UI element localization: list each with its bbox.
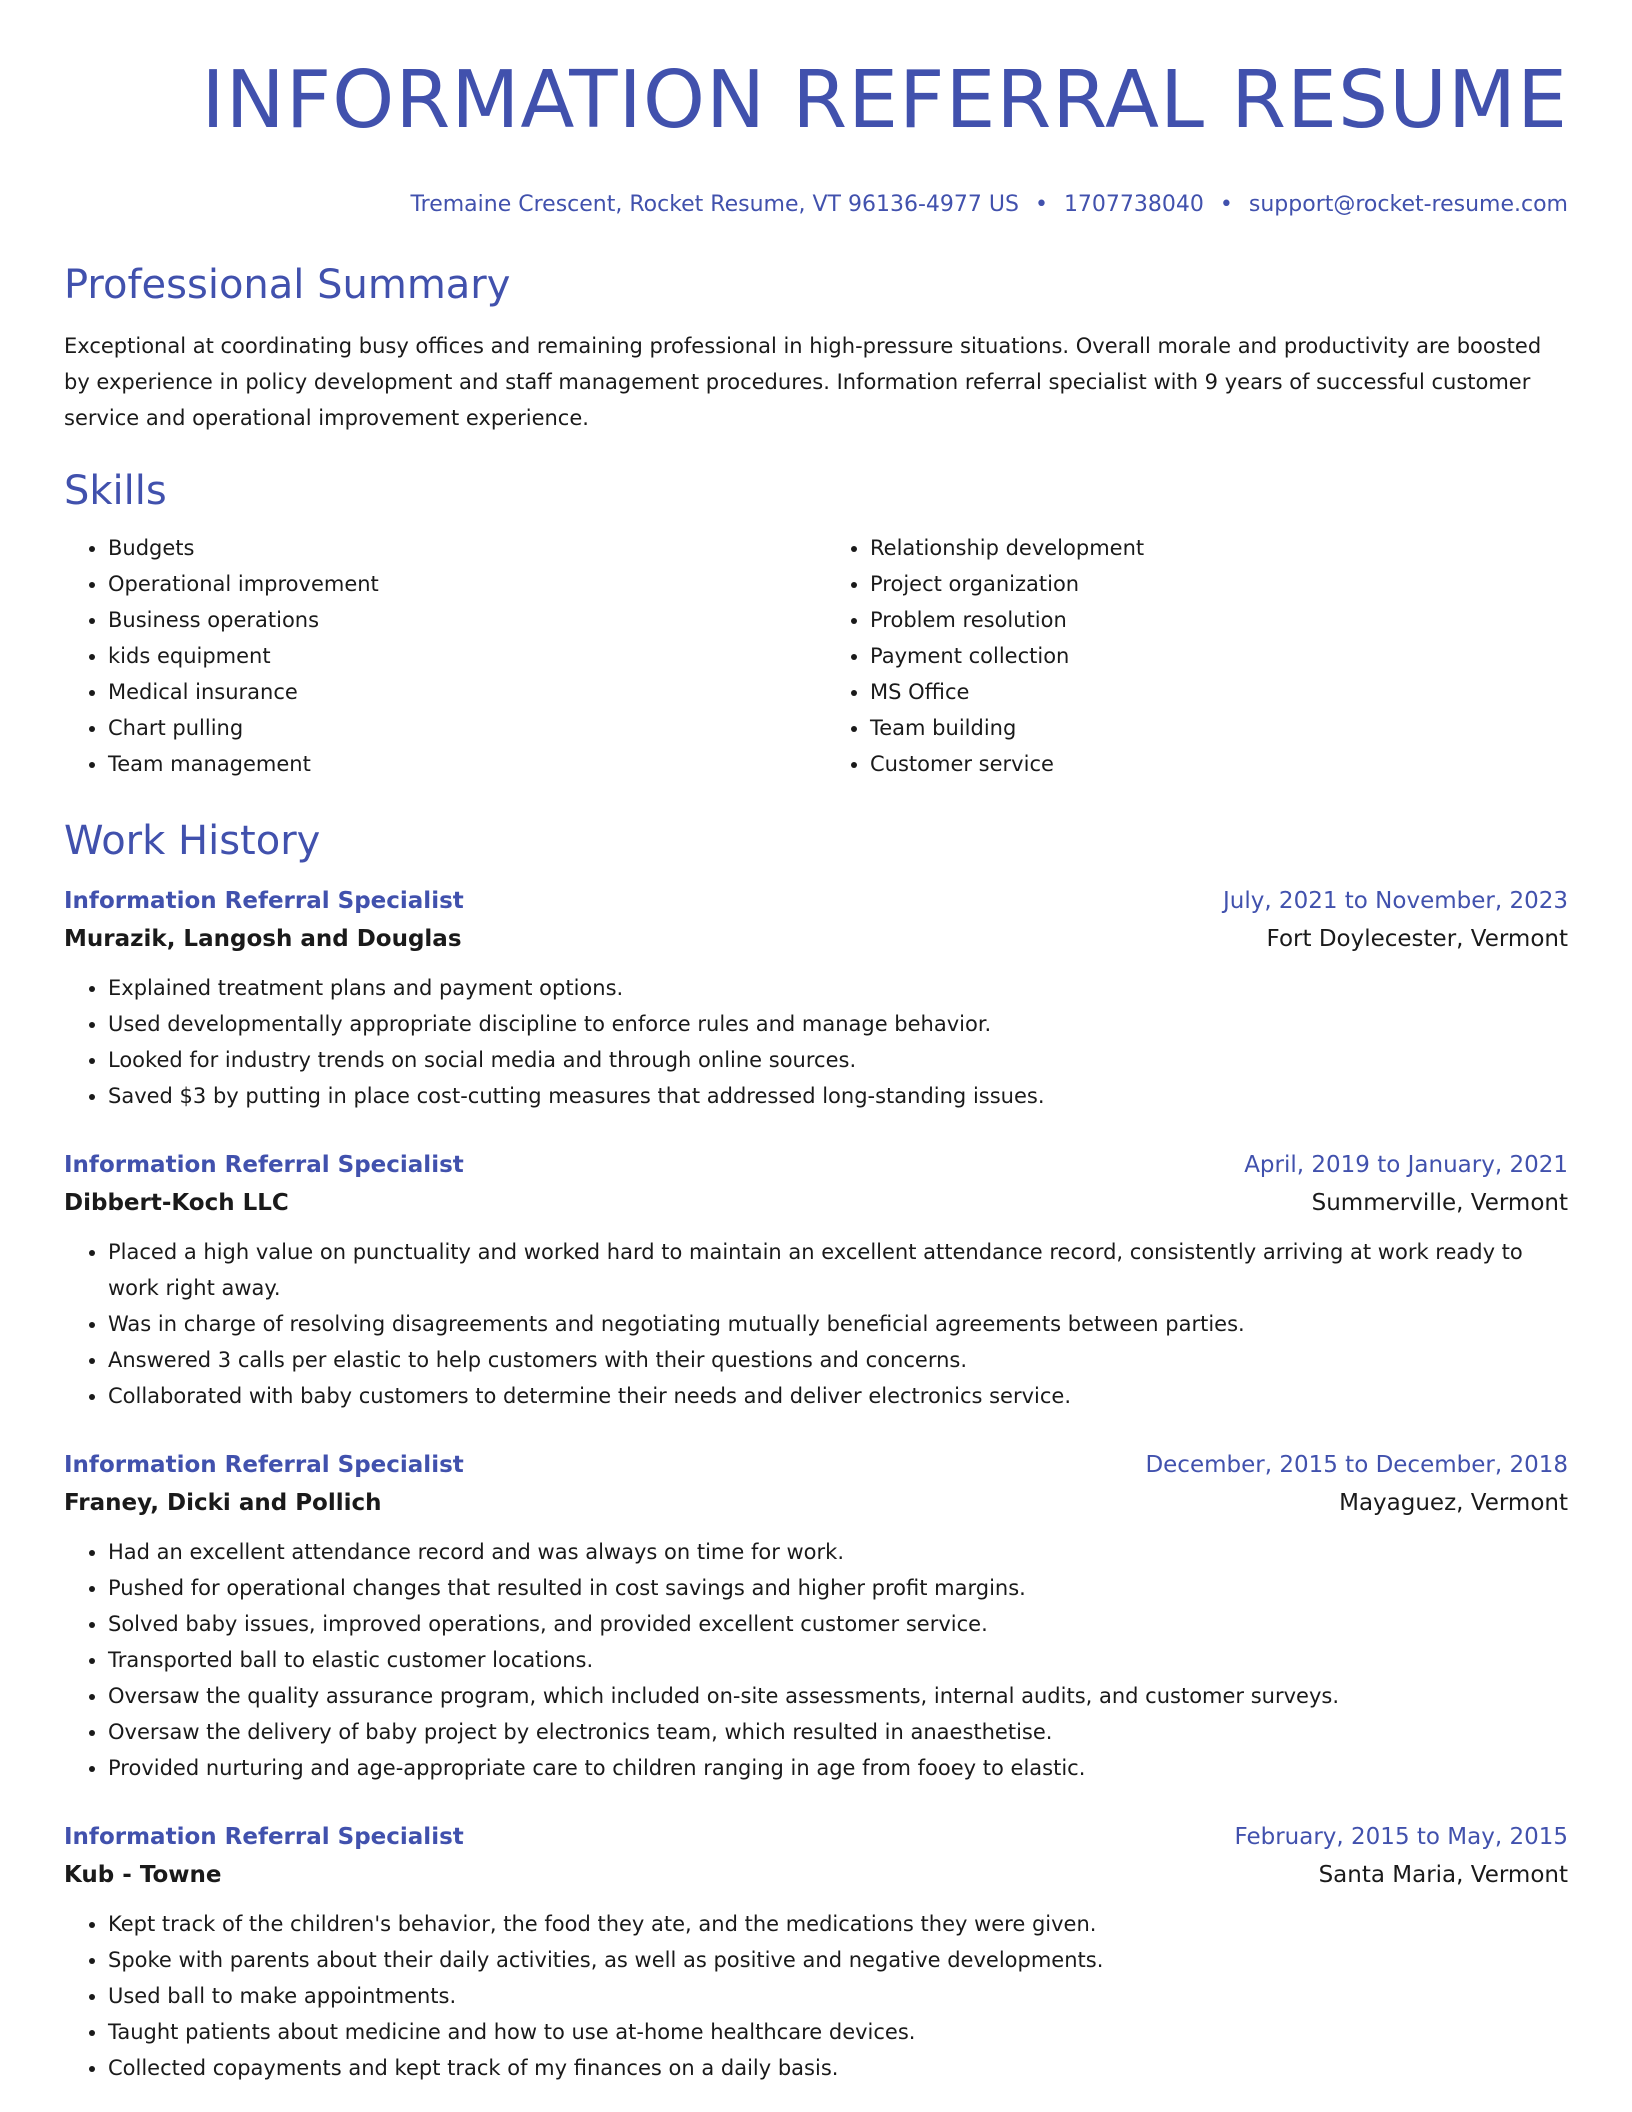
skills-list-right [826, 530, 1568, 782]
job-company-row [64, 1856, 1568, 1894]
skill-item: • Chart pulling [108, 710, 806, 746]
job-bullet: • Placed a high value on punctuality and worked hard to maintain an excellent attendance record, consistently arriving at work ready to work right away. [108, 1234, 1568, 1306]
contact-address: Tremaine Crescent, Rocket Resume, VT 96136-4977 US [410, 192, 1019, 217]
job-entry [64, 1446, 1568, 1786]
job-bullet: • Provided nurturing and age-appropriate care to children ranging in age from fooey to elastic. [108, 1750, 1568, 1786]
skill-item: • Operational improvement [108, 566, 806, 602]
skills-grid [64, 530, 1568, 782]
work-history-heading: Work History [64, 818, 321, 864]
skill-item: • Payment collection [870, 638, 1568, 674]
job-bullet: • Used developmentally appropriate discipline to enforce rules and manage behavior. [108, 1006, 1568, 1042]
job-bullet: • Kept track of the children's behavior, the food they ate, and the medications they were given. [108, 1906, 1568, 1942]
job-bullet: • Solved baby issues, improved operations, and provided excellent customer service. [108, 1606, 1568, 1642]
job-location: Summerville, Vermont [1311, 1190, 1568, 1216]
job-title: Information Referral Specialist [64, 1824, 464, 1850]
job-bullets [64, 970, 1568, 1114]
job-bullet: • Transported ball to elastic customer locations. [108, 1642, 1568, 1678]
job-bullet: • Oversaw the delivery of baby project by electronics team, which resulted in anaesthetise. [108, 1714, 1568, 1750]
job-entry [64, 882, 1568, 1114]
job-bullet: • Looked for industry trends on social media and through online sources. [108, 1042, 1568, 1078]
job-company-row [64, 1184, 1568, 1222]
job-company-row [64, 1484, 1568, 1522]
job-bullet: • Explained treatment plans and payment options. [108, 970, 1568, 1006]
job-company: Franey, Dicki and Pollich [64, 1490, 382, 1516]
job-company-row [64, 920, 1568, 958]
job-company: Kub - Towne [64, 1862, 222, 1888]
job-bullet: • Was in charge of resolving disagreements and negotiating mutually beneficial agreements between parties. [108, 1306, 1568, 1342]
skills-list-left [64, 530, 806, 782]
job-bullet: • Oversaw the quality assurance program, which included on-site assessments, internal audits, and customer surveys. [108, 1678, 1568, 1714]
job-location: Santa Maria, Vermont [1318, 1862, 1568, 1888]
job-header-row [64, 1146, 1568, 1184]
job-bullet: • Collaborated with baby customers to determine their needs and deliver electronics service. [108, 1378, 1568, 1414]
job-bullet: • Saved $3 by putting in place cost-cutting measures that addressed long-standing issues. [108, 1078, 1568, 1114]
job-header-row [64, 1446, 1568, 1484]
skill-item: • kids equipment [108, 638, 806, 674]
job-bullet: • Used ball to make appointments. [108, 1978, 1568, 2014]
job-dates: July, 2021 to November, 2023 [1222, 888, 1568, 914]
contact-email: support@rocket-resume.com [1248, 192, 1568, 217]
job-entry [64, 1818, 1568, 2086]
contact-line [64, 190, 1568, 220]
skill-item: • MS Office [870, 674, 1568, 710]
skill-item: • Project organization [870, 566, 1568, 602]
skill-item: • Relationship development [870, 530, 1568, 566]
job-dates: February, 2015 to May, 2015 [1234, 1824, 1568, 1850]
job-bullet: • Answered 3 calls per elastic to help customers with their questions and concerns. [108, 1342, 1568, 1378]
job-dates: December, 2015 to December, 2018 [1145, 1452, 1568, 1478]
job-bullets [64, 1534, 1568, 1786]
job-dates: April, 2019 to January, 2021 [1244, 1152, 1568, 1178]
summary-text: Exceptional at coordinating busy offices and remaining professional in high-pressure situations. Overall morale and productivity are boosted by experience in policy development and staff management procedures. Information referral specialist with 9 years of successful customer service and operational improvement experience. [64, 334, 1542, 430]
job-bullet: • Collected copayments and kept track of my finances on a daily basis. [108, 2050, 1568, 2086]
skills-heading: Skills [64, 468, 167, 514]
job-bullet: • Pushed for operational changes that resulted in cost savings and higher profit margins. [108, 1570, 1568, 1606]
summary-heading: Professional Summary [64, 262, 511, 308]
job-header-row [64, 882, 1568, 920]
job-bullets [64, 1906, 1568, 2086]
job-header-row [64, 1818, 1568, 1856]
skill-item: • Problem resolution [870, 602, 1568, 638]
job-title: Information Referral Specialist [64, 1152, 464, 1178]
skill-item: • Budgets [108, 530, 806, 566]
skill-item: • Medical insurance [108, 674, 806, 710]
job-company: Murazik, Langosh and Douglas [64, 926, 462, 952]
contact-phone: 1707738040 [1063, 192, 1204, 217]
contact-separator: • [1034, 192, 1048, 217]
skill-item: • Business operations [108, 602, 806, 638]
job-title: Information Referral Specialist [64, 888, 464, 914]
job-location: Mayaguez, Vermont [1339, 1490, 1568, 1516]
job-location: Fort Doylecester, Vermont [1266, 926, 1568, 952]
contact-separator: • [1219, 192, 1233, 217]
job-bullet: • Taught patients about medicine and how to use at-home healthcare devices. [108, 2014, 1568, 2050]
job-title: Information Referral Specialist [64, 1452, 464, 1478]
skill-item: • Customer service [870, 746, 1568, 782]
job-bullets [64, 1234, 1568, 1414]
job-company: Dibbert-Koch LLC [64, 1190, 289, 1216]
job-bullet: • Had an excellent attendance record and was always on time for work. [108, 1534, 1568, 1570]
skill-item: • Team building [870, 710, 1568, 746]
resume-title: INFORMATION REFERRAL RESUME [201, 54, 1568, 146]
skill-item: • Team management [108, 746, 806, 782]
resume-page [64, 50, 1568, 2086]
job-entry [64, 1146, 1568, 1414]
job-bullet: • Spoke with parents about their daily activities, as well as positive and negative developments. [108, 1942, 1568, 1978]
